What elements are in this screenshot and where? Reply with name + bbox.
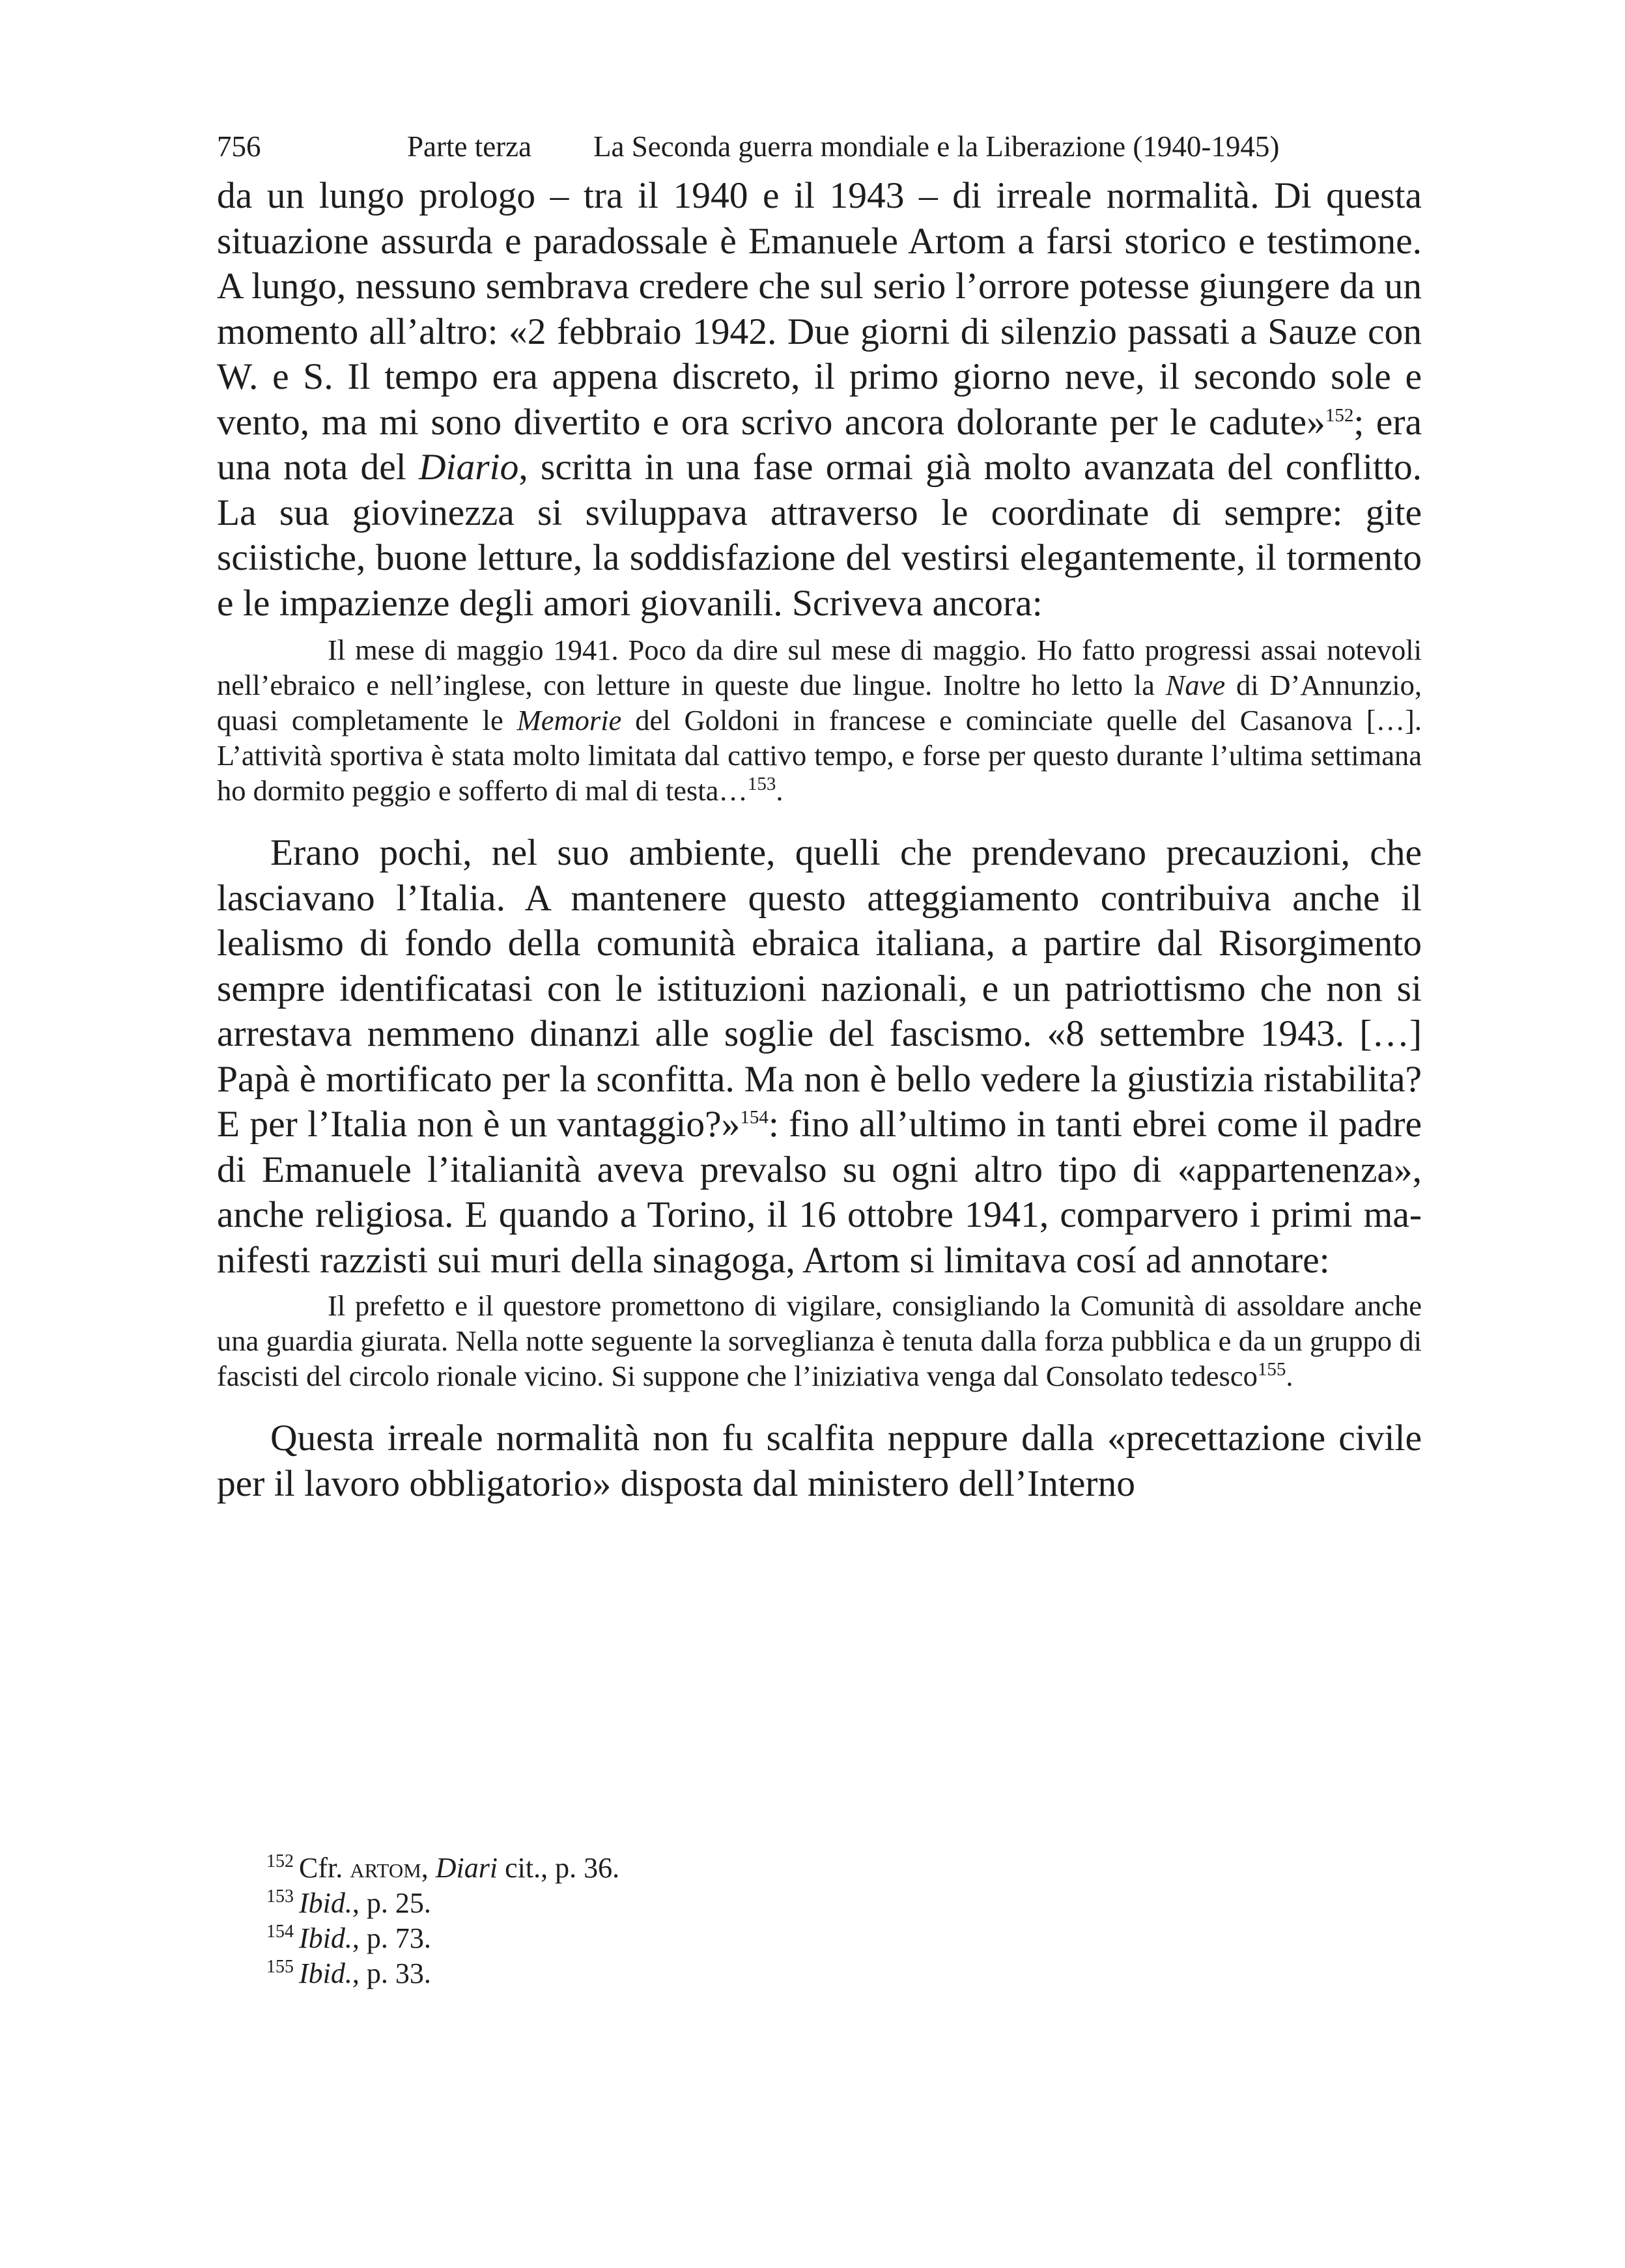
book-page (217, 124, 1422, 1989)
footnote-work: Ibid. (299, 1887, 352, 1919)
block-quote-1 (217, 632, 1422, 808)
footnote-number: 155 (266, 1957, 294, 1978)
text-run: . (776, 774, 784, 807)
footnote-work: Ibid. (299, 1957, 352, 1989)
text-run: : fino all’ultimo in tanti ebrei come il padre di Emanuele l’italianità aveva prevalso su ogni altro tipo di «appartenenza», anche religiosa. E quando a Torino, il 16 ottobre 1941, comparvero i primi manifesti razzisti sui muri della sinagoga, Artom si limitava cosí ad annotare: (217, 1104, 1422, 1281)
footnote-text: , p. 25. (352, 1887, 431, 1919)
text-run: di D’Annunzio, quasi completamente le (217, 669, 1422, 736)
footnote-author: artom (350, 1852, 421, 1884)
footnote-text: , (421, 1852, 436, 1884)
footnote-number: 152 (266, 1851, 294, 1872)
footnote-152 (266, 1851, 619, 1886)
text-run: Il prefetto e il questore promettono di vigilare, consigliando la Comunità di assoldare anche una guardia giurata. Nella notte seguente la sorveglianza è tenuta dalla forza pubblica e da un gruppo di fascisti del circolo rionale vicino. Si suppone che l’iniziativa venga dal Consolato tedesco (217, 1289, 1422, 1392)
footnote-ref-155[interactable]: 155 (1257, 1359, 1286, 1380)
chapter-title: La Seconda guerra mondiale e la Liberazione (1940-1945) (593, 130, 1280, 163)
part-title: Parte terza (407, 130, 532, 163)
footnote-text: , p. 33. (352, 1957, 431, 1989)
paragraph-1 (217, 173, 1422, 626)
running-head (217, 124, 1422, 169)
footnote-number: 153 (266, 1886, 294, 1907)
title-italic: Nave (1165, 669, 1226, 701)
text-run: , scritta in una fase ormai già molto avanzata del conflitto. La sua giovinezza si sviluppava attraverso le coordinate di sempre: gite sciistiche, buone letture, la soddisfazione del vestirsi elegantemente, il tormento e le impazienze degli amori giovanili. Scriveva ancora: (217, 447, 1422, 624)
paragraph-3 (217, 1416, 1422, 1506)
footnote-work: Diari (435, 1852, 498, 1884)
page-number: 756 (217, 130, 261, 163)
block-quote-2 (217, 1288, 1422, 1393)
footnote-number: 154 (266, 1922, 294, 1942)
footnote-153 (266, 1886, 619, 1921)
text-run: . (1286, 1360, 1293, 1392)
text-run: Questa irreale normalità non fu scalfita neppure dalla «precettazione civile per il lavoro obbligatorio» disposta dal ministero dell’Interno (217, 1418, 1422, 1504)
footnote-ref-152[interactable]: 152 (1325, 404, 1354, 426)
paragraph-2 (217, 830, 1422, 1283)
footnote-155 (266, 1956, 619, 1991)
text-run: ; era una nota del (217, 401, 1422, 488)
footnote-text: , p. 73. (352, 1922, 431, 1954)
footnote-ref-153[interactable]: 153 (747, 774, 776, 795)
footnote-154 (266, 1921, 619, 1956)
text-run: da un lungo prologo – tra il 1940 e il 1943 – di irreale normalità. Di questa situazione assurda e paradossale è Emanuele Artom a farsi storico e testimone. A lungo, nessuno sembrava credere che sul serio l’orrore potesse giungere da un momento all’altro: «2 febbraio 1942. Due giorni di silenzio passati a Sauze con W. e S. Il tempo era appena discreto, il primo giorno neve, il secondo sole e vento, ma mi sono divertito e ora scrivo ancora dolorante per le cadute» (217, 175, 1422, 443)
title-italic: Memorie (516, 704, 622, 736)
footnote-text: cit., p. 36. (498, 1852, 620, 1884)
footnotes (266, 1851, 619, 1991)
text-run: del Goldoni in francese e cominciate quelle del Casanova […]. L’attività sportiva è stata molto limitata dal cattivo tempo, e forse per questo durante l’ultima settimana ho dormito peggio e sofferto di mal di testa… (217, 704, 1422, 807)
footnote-work: Ibid. (299, 1922, 352, 1954)
text-run: Erano pochi, nel suo ambiente, quelli che prendevano precauzioni, che lasciavano l’Italia. A mantenere questo atteggiamento contribuiva anche il lealismo di fondo della comunità ebraica italiana, a partire dal Risorgimento sempre identificatasi con le istituzioni nazionali, e un patriottismo che non si arrestava nemmeno dinanzi alle soglie del fascismo. «8 settembre 1943. […] Papà è mortificato per la sconfitta. Ma non è bello vedere la giustizia ristabilita? E per l’Italia non è un vantaggio?» (217, 832, 1422, 1145)
footnote-ref-154[interactable]: 154 (740, 1106, 769, 1128)
footnote-text: Cfr. (299, 1852, 350, 1884)
title-italic: Diario (419, 447, 519, 488)
text-run: Il mese di maggio 1941. Poco da dire sul mese di maggio. Ho fatto progressi assai notevoli nell’ebraico e nell’inglese, con letture in queste due lingue. Inoltre ho letto la (217, 634, 1422, 701)
